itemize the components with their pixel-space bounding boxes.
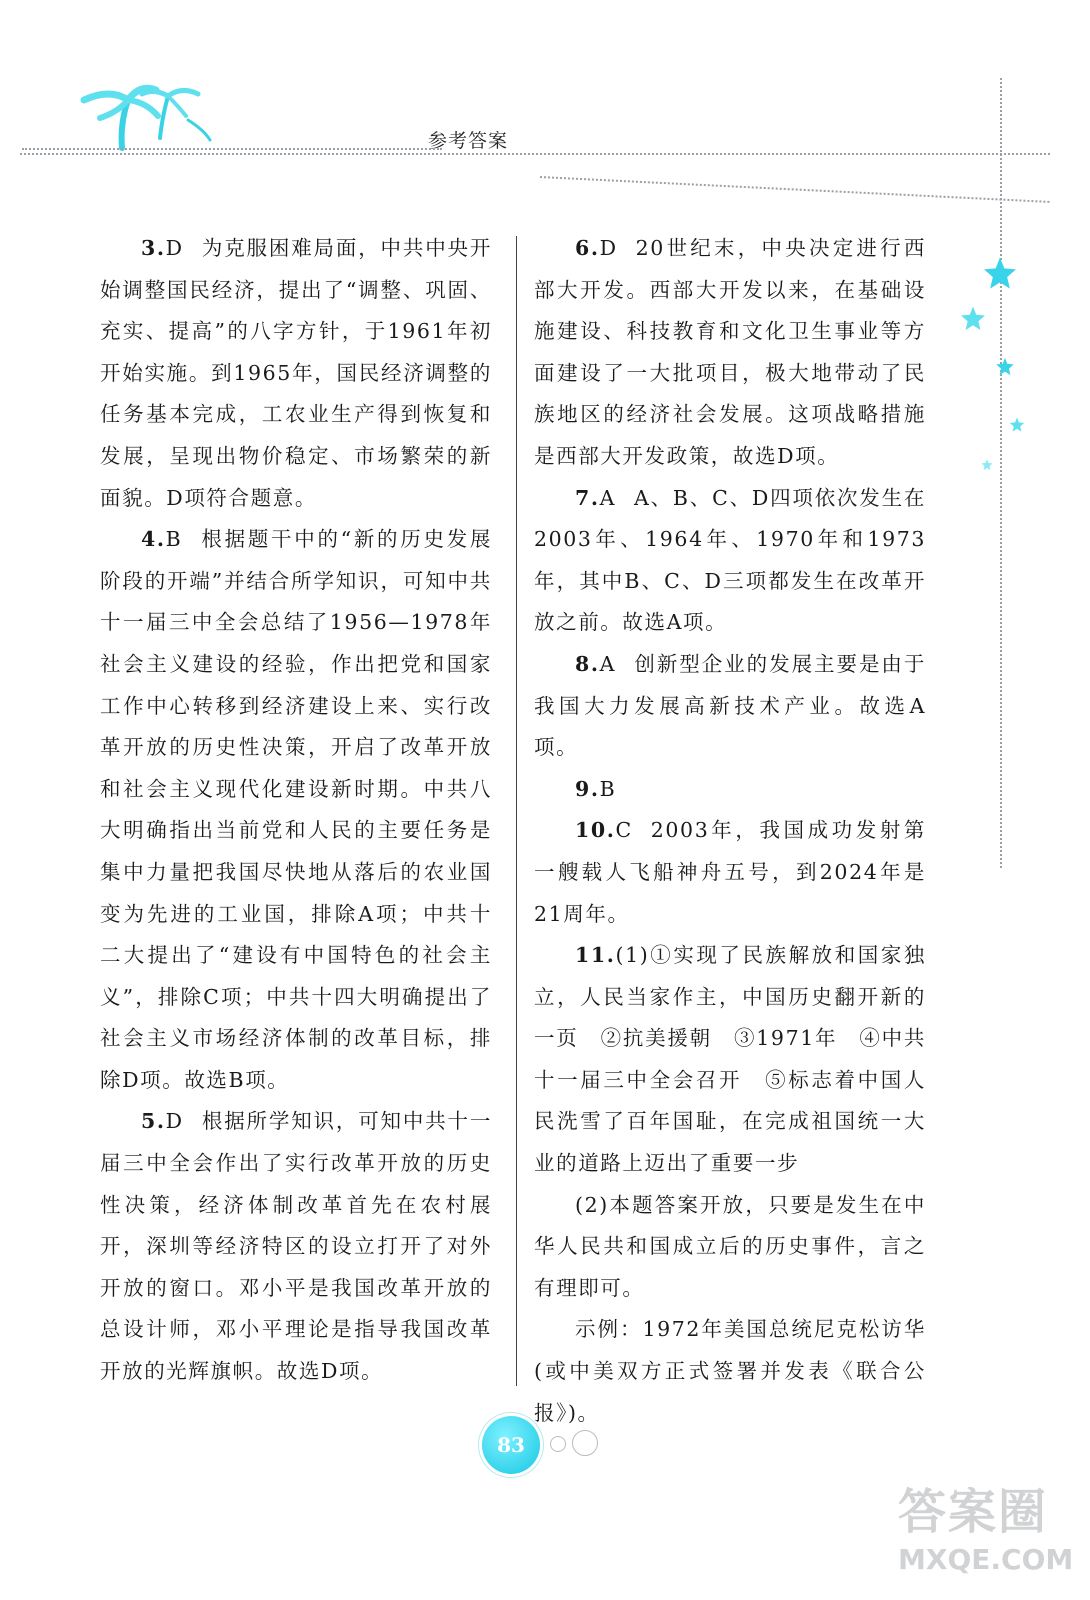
answer-explanation: 创新型企业的发展主要是由于我国大力发展高新技术产业。故选A项。	[534, 651, 926, 760]
star-icon	[980, 254, 1020, 294]
margin-dotted-line	[1000, 78, 1002, 868]
header-divider-slant	[540, 176, 1049, 203]
answer-explanation: 20世纪末，中央决定进行西部大开发。西部大开发以来，在基础设施建设、科技教育和文化卫生事业等方面建设了一大批项目，极大地带动了民族地区的经济社会发展。这项战略措施是西部大开发政策，故选D项。	[534, 236, 926, 468]
watermark-url: MXQE.COM	[898, 1543, 1074, 1576]
answer-item: 8.A 创新型企业的发展主要是由于我国大力发展高新技术产业。故选A项。	[534, 651, 926, 760]
answer-choice: B	[599, 776, 617, 801]
column-divider	[516, 236, 517, 1386]
answer-explanation: 为克服困难局面，中共中央开始调整国民经济，提出了“调整、巩固、充实、提高”的八字方针，于1961年初开始实施。到1965年，国民经济调整的任务基本完成，工农业生产得到恢复和发展，呈现出物价稳定、市场繁荣的新面貌。D项符合题意。	[100, 236, 492, 510]
answer-item: 11.(1)①实现了民族解放和国家独立，人民当家作主，中国历史翻开新的一页 ②抗美援朝 ③1971年 ④中共十一届三中全会召开 ⑤标志着中国人民洗雪了百年国耻，在完成祖国统一大业的道路上迈出了重要一步	[534, 943, 926, 1176]
answer-choice: D	[165, 1109, 184, 1134]
decor-circle	[572, 1430, 598, 1456]
answer-explanation: 根据所学知识，可知中共十一届三中全会作出了实行改革开放的历史性决策，经济体制改革首先在农村展开，深圳等经济特区的设立打开了对外开放的窗口。邓小平是我国改革开放的总设计师，邓小平理论是指导我国改革开放的光辉旗帜。故选D项。	[100, 1109, 492, 1384]
answer-example: 示例：1972年美国总统尼克松访华(或中美双方正式签署并发表《联合公报》)。	[534, 1317, 926, 1425]
watermark	[898, 1482, 1078, 1592]
answer-choice: D	[599, 236, 618, 260]
answer-item: 6.D 20世纪末，中央决定进行西部大开发。西部大开发以来，在基础设施建设、科技教育和文化卫生事业等方面建设了一大批项目，极大地带动了民族地区的经济社会发展。这项战略措施是西部大开发政策，故选D项。	[534, 236, 926, 468]
answer-item: 4.B 根据题干中的“新的历史发展阶段的开端”并结合所学知识，可知中共十一届三中全会总结了1956—1978年社会主义建设的经验，作出把党和国家工作中心转移到经济建设上来、实行改革开放的历史性决策，开启了改革开放和社会主义现代化建设新时期。中共八大明确指出当前党和人民的主要任务是集中力量把我国尽快地从落后的农业国变为先进的工业国，排除A项；中共十二大提出了“建设有中国特色的社会主义”，排除C项；中共十四大明确提出了社会主义市场经济体制的改革目标，排除D项。故选B项。	[100, 527, 492, 1092]
watermark-logo-text: 答案圈	[898, 1484, 1049, 1540]
palm-tree-icon	[70, 78, 230, 158]
decor-circle	[550, 1436, 566, 1452]
answer-choice: D	[165, 236, 184, 260]
answer-item: 3.D 为克服困难局面，中共中央开始调整国民经济，提出了“调整、巩固、充实、提高”的八字方针，于1961年初开始实施。到1965年，国民经济调整的任务基本完成，工农业生产得到恢复和发展，呈现出物价稳定、市场繁荣的新面貌。D项符合题意。	[100, 236, 492, 510]
answer-column-right	[534, 228, 926, 1434]
header-divider-line	[20, 153, 1050, 155]
star-icon	[958, 304, 988, 334]
answer-choice: A	[599, 485, 617, 510]
star-icon	[980, 458, 994, 472]
answer-explanation: 根据题干中的“新的历史发展阶段的开端”并结合所学知识，可知中共十一届三中全会总结了1956—1978年社会主义建设的经验，作出把党和国家工作中心转移到经济建设上来、实行改革开放的历史性决策，开启了改革开放和社会主义现代化建设新时期。中共八大明确指出当前党和人民的主要任务是集中力量把我国尽快地从落后的农业国变为先进的工业国，排除A项；中共十二大提出了“建设有中国特色的社会主义”，排除C项；中共十四大明确提出了社会主义市场经济体制的改革目标，排除D项。故选B项。	[100, 527, 492, 1092]
header-divider-top	[22, 148, 442, 150]
answer-choice: B	[165, 527, 183, 552]
answer-choice: C	[615, 818, 633, 843]
answer-item: 7.A A、B、C、D四项依次发生在2003年、1964年、1970年和1973年，其中B、C、D三项都发生在改革开放之前。故选A项。	[534, 485, 926, 635]
answer-choice: A	[599, 651, 617, 676]
answer-item: 5.D 根据所学知识，可知中共十一届三中全会作出了实行改革开放的历史性决策，经济体制改革首先在农村展开，深圳等经济特区的设立打开了对外开放的窗口。邓小平是我国改革开放的总设计师，邓小平理论是指导我国改革开放的光辉旗帜。故选D项。	[100, 1109, 492, 1384]
header-title: 参考答案	[428, 130, 509, 152]
answer-column-left	[100, 228, 492, 1393]
star-icon	[994, 356, 1016, 378]
star-icon	[1008, 416, 1026, 434]
answer-explanation: A、B、C、D四项依次发生在2003年、1964年、1970年和1973年，其中B、C、D三项都发生在改革开放之前。故选A项。	[534, 485, 926, 635]
page-number: 83	[482, 1416, 540, 1474]
answer-explanation: (1)①实现了民族解放和国家独立，人民当家作主，中国历史翻开新的一页 ②抗美援朝 ③1971年 ④中共十一届三中全会召开 ⑤标志着中国人民洗雪了百年国耻，在完成祖国统一大业的道路上迈出了重要一步	[534, 943, 926, 1176]
answer-explanation: 2003年，我国成功发射第一艘载人飞船神舟五号，到2024年是21周年。	[534, 818, 926, 926]
page-number-area	[478, 1416, 638, 1476]
answer-item: 10.C 2003年，我国成功发射第一艘载人飞船神舟五号，到2024年是21周年。	[534, 818, 926, 926]
answer-subpart: (2)本题答案开放，只要是发生在中华人民共和国成立后的历史事件，言之有理即可。	[534, 1192, 926, 1300]
answer-item: 9.B	[575, 776, 617, 801]
